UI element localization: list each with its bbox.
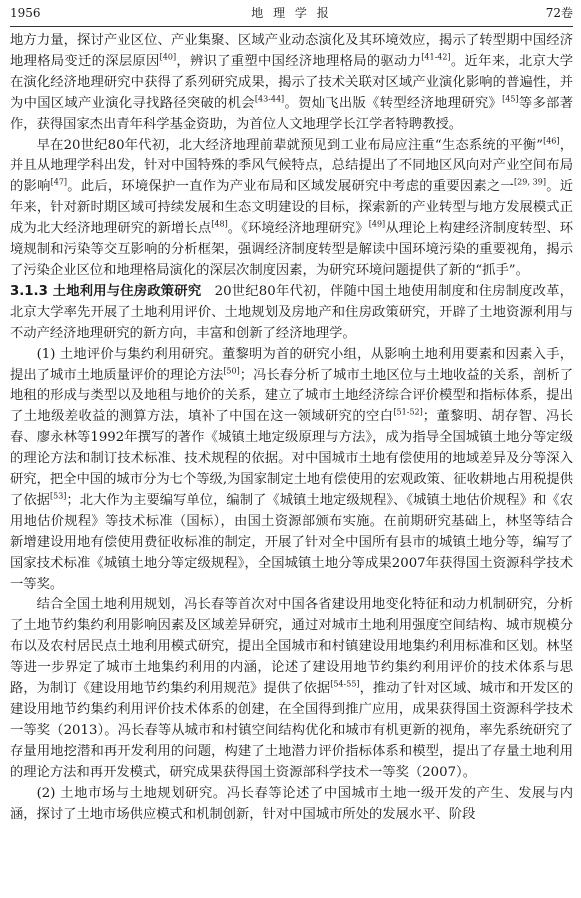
header-volume: 72卷: [545, 6, 573, 20]
citation: [41-42]: [421, 52, 451, 62]
paragraph-land-market: (2) 土地市场与土地规划研究。冯长春等论述了中国城市土地一级开发的产生、发展与内涵，探讨了土地市场供应模式和机制创新，针对中国城市所处的发展水平、阶段: [10, 785, 573, 822]
citation: [46]: [543, 136, 560, 146]
citation: [43-44]: [254, 94, 285, 104]
citation: [51-52]: [393, 407, 423, 417]
citation: [50]: [223, 366, 240, 376]
citation: [40]: [159, 52, 177, 62]
article-body: [10, 31, 573, 825]
running-header: [10, 0, 573, 27]
paragraph-land-planning: 结合全国土地利用规划，冯长春等首次对中国各省建设用地变化特征和动力机制研究，分析了土地节约集约利用影响因素及区域差异研究，通过对城市土地利用强度空间结构、城市规模分布以及农村居民点土地利用模式研究，提出全国城市和村镇建设用地集约利用标准和区划。林坚等进一步界定了城市土地集约利用的内涵，论述了建设用地节约集约利用评价的技术体系与思路，为制订《建设用地节约集约利用规范》提供了依据[54-55]，推动了针对区域、城市和开发区的建设用地节约集约利用评价技术体系的创建，在全国得到推广应用，成果获得国土资源科学技术一等奖（2013）。冯长春等从城市和村镇空间结构优化和城市有机更新的视角，率先系统研究了存量用地挖潜和再开发利用的问题，构建了土地潜力评价指标体系和模型，提出了存量土地利用的理论方法和再开发模式，研究成果获得国土资源部科学技术一等奖（2007）。: [10, 597, 574, 780]
citation: [48]: [211, 219, 228, 229]
header-page-number: 1956: [10, 6, 41, 20]
header-journal-title: 地 理 学 报: [251, 6, 332, 20]
section-heading: 3.1.3 土地利用与住房政策研究: [10, 283, 202, 299]
citation: [49]: [368, 219, 386, 229]
citation: [54-55]: [330, 679, 360, 689]
citation: [29, 39]: [514, 177, 546, 187]
paragraph-environmental-geography: 早在20世纪80年代初，北大经济地理前辈就预见到工业布局应注重“生态系统的平衡”[46]，并且从地理学科出发，针对中国特殊的季风气候特点，总结提出了不同地区风向对产业空间布局的影响[47]。此后，环境保护一直作为产业布局和区域发展研究中考虑的重要因素之一[29, 39]。近年来，针对新时期区域可持续发展和生态文明建设的目标，探索新的产业转型与地方发展模式正成为北大经济地理研究的新增长点[48]。《环境经济地理研究》[49]从理论上构建经济制度转型、环境规制和污染等交互影响的分析框架，强调经济制度转型是解读中国环境污染的重要视角，揭示了污染企业区位和地理格局演化的深层次制度因素，为研究环境问题提供了新的“抓手”。: [10, 136, 574, 278]
citation: [53]: [50, 491, 67, 501]
paragraph-industrial-geography: 地方力量，探讨产业区位、产业集聚、区域产业动态演化及其环境效应，揭示了转型期中国经济地理格局变迁的深层原因[40]，辨识了重塑中国经济地理格局的驱动力[41-42]。近年来，北京大学在演化经济地理研究中获得了系列研究成果，揭示了技术关联对区域产业演化影响的普遍性，并为中国区域产业演化寻找路径突破的机会[43-44]。贺灿飞出版《转型经济地理研究》[45]等多部著作，获得国家杰出青年科学基金资助，为首位人文地理学长江学者特聘教授。: [10, 33, 574, 132]
section-3-1-3: 3.1.3 土地利用与住房政策研究 20世纪80年代初，伴随中国土地使用制度和住房制度改革，北京大学率先开展了土地利用评价、土地规划及房地产和住房政策研究，开辟了土地资源利用与不动产经济地理研究的新方向，丰富和创新了经济地理学。: [10, 283, 573, 341]
citation: [47]: [50, 177, 68, 187]
citation: [45]: [502, 94, 519, 104]
paragraph-land-evaluation: (1) 土地评价与集约利用研究。董黎明为首的研究小组，从影响土地利用要素和因素入手，提出了城市土地质量评价的理论方法[50]；冯长春分析了城市土地区位与土地收益的关系，剖析了地租的形成与类型以及地租与地价的关系，建立了城市土地经济综合评价模型和指标体系，提出了土地级差收益的测算方法，填补了中国在这一领域研究的空白[51-52]；董黎明、胡存智、冯长春、廖永林等1992年撰写的著作《城镇土地定级原理与方法》，成为指导全国城镇土地分等定级的理论方法和制订技术标准、技术规程的依据。对中国城市土地有偿使用的地域差异及分等深入研究，把全中国的城市分为七个等级,为国家制定土地有偿使用的宏观政策、征收耕地占用税提供了依据[53]；北大作为主要编写单位，编制了《城镇土地定级规程》、《城镇土地估价规程》和《农用地估价规程》等技术标准（国标），由国土资源部颁布实施。在前期研究基础上，林坚等结合新增建设用地有偿使用费征收标准的制定，开展了针对全中国所有县市的城镇土地分等，编写了国家技术标准《城镇土地分等定级规程》，全国城镇土地分等成果2007年获得国土资源科学技术一等奖。: [10, 346, 574, 592]
